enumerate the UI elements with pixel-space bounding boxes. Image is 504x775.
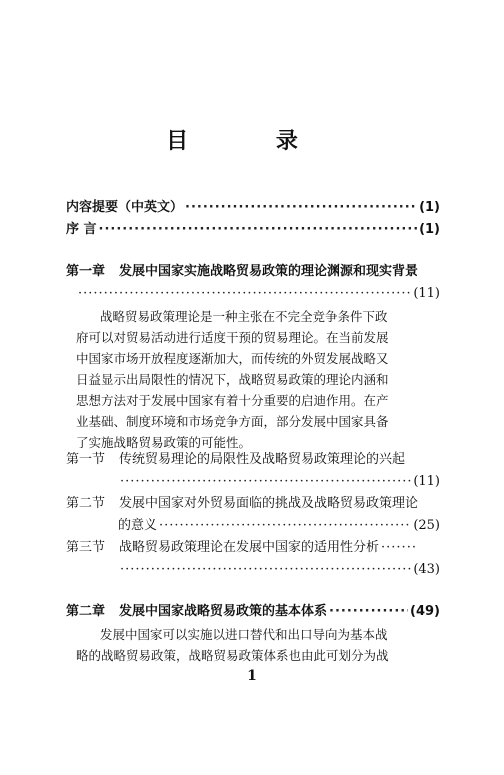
leader-dots (329, 604, 408, 620)
toc-entry-page: (1) (419, 222, 440, 237)
toc-chapter-2 (66, 604, 440, 620)
leader-dots (120, 562, 411, 578)
leader-dots (99, 222, 418, 238)
section-title: 传统贸易理论的局限性及战略贸易政策理论的兴起 (119, 452, 406, 467)
toc-chapter-1-page-line (76, 286, 440, 302)
leader-dots (120, 474, 411, 490)
chapter-summary-line: 日益显示出局限性的情况下，战略贸易政策的理论内涵和 (76, 372, 389, 387)
leader-dots (78, 286, 411, 302)
toc-section-1 (66, 452, 446, 468)
toc-entry-label: 序 言 (66, 222, 97, 237)
section-label: 第一节 (66, 452, 106, 467)
section-title-continued: 的意义 (118, 518, 158, 533)
chapter-label: 第二章 (66, 604, 106, 619)
chapter-summary-line: 战略贸易政策理论是一种主张在不完全竞争条件下政 (100, 309, 388, 324)
toc-section-3 (66, 540, 440, 556)
leader-dots (381, 540, 415, 556)
chapter-summary-line: 略的战略贸易政策，战略贸易政策体系也由此可划分为战 (76, 648, 389, 663)
section-title: 战略贸易政策理论在发展中国家的适用性分析 (119, 540, 380, 555)
chapter-title: 发展中国家实施战略贸易政策的理论渊源和现实背景 (119, 264, 419, 279)
chapter-summary-line: 府可以对贸易活动进行适度干预的贸易理论。在当前发展 (76, 330, 389, 345)
toc-section-2 (66, 496, 446, 512)
section-page: (25) (413, 518, 440, 533)
chapter-summary-line: 思想方法对于发展中国家有着十分重要的启迪作用。在产 (76, 393, 389, 408)
leader-dots (159, 518, 411, 534)
chapter-summary-line: 业基础、制度环境和市场竞争方面，部分发展中国家具备 (76, 414, 389, 429)
chapter-summary-line: 发展中国家可以实施以进口替代和出口导向为基本战 (100, 627, 388, 642)
toc-section-3-page-line (118, 562, 440, 578)
page-title: 目 录 (166, 129, 338, 154)
toc-entry-label: 内容提要（中英文） (66, 200, 184, 215)
toc-entry-abstract (66, 200, 440, 216)
section-label: 第三节 (66, 540, 106, 555)
page-number: 1 (247, 668, 257, 684)
toc-entry-preface (66, 222, 440, 238)
toc-entry-page: (1) (419, 200, 440, 215)
section-label: 第二节 (66, 496, 106, 511)
toc-chapter-1 (66, 264, 446, 280)
chapter-page: (11) (413, 286, 440, 301)
leader-dots (185, 200, 417, 216)
chapter-page: (49) (410, 604, 440, 619)
section-title: 发展中国家对外贸易面临的挑战及战略贸易政策理论 (119, 496, 419, 511)
chapter-title: 发展中国家战略贸易政策的基本体系 (119, 604, 328, 619)
chapter-summary-line: 中国家市场开放程度逐渐加大，而传统的外贸发展战略又 (76, 351, 389, 366)
toc-section-1-page-line (118, 474, 440, 490)
section-page: (43) (413, 562, 440, 577)
chapter-label: 第一章 (66, 264, 106, 279)
section-page: (11) (413, 474, 440, 489)
toc-section-2-page-line (118, 518, 440, 534)
chapter-summary-line: 了实施战略贸易政策的可能性。 (76, 435, 252, 450)
